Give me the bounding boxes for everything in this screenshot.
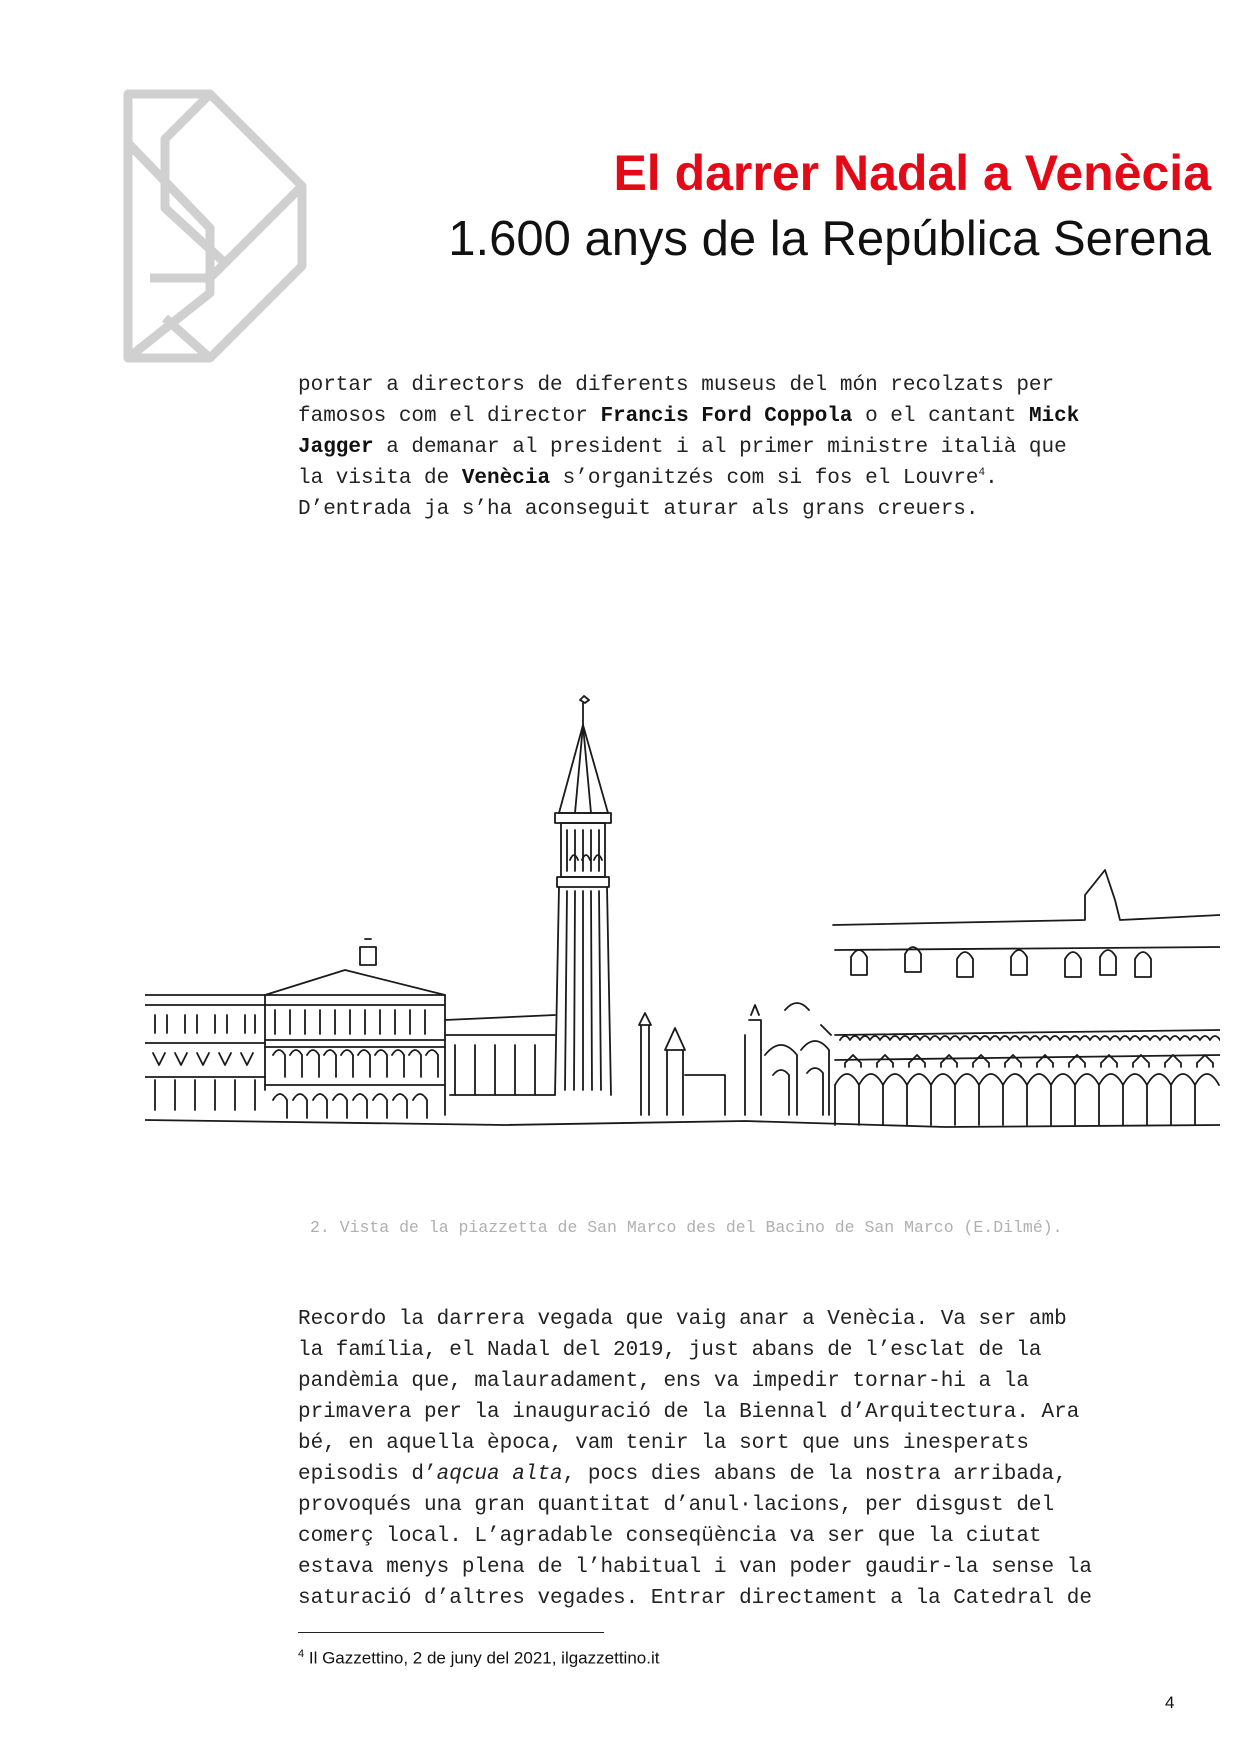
bold-name: Venècia <box>461 467 551 490</box>
basilica-drawing <box>745 1003 831 1115</box>
text-line: portar a directors de diferents museus del món recolzats per <box>298 374 1055 397</box>
text-line: Recordo la darrera vegada que vaig anar a Venècia. Va ser amb <box>298 1308 1067 1331</box>
waterline-drawing <box>145 1120 1220 1127</box>
text-line: pandèmia que, malauradament, ens va impedir tornar-hi a la <box>298 1370 1029 1393</box>
article-subtitle: 1.600 anys de la República Serena <box>448 212 1211 266</box>
footnote <box>298 1648 659 1669</box>
text-line: saturació d’altres vegades. Entrar directament a la Catedral de <box>298 1587 1092 1610</box>
footnote-divider <box>298 1632 604 1633</box>
columns-drawing <box>639 1013 725 1115</box>
text-line: la família, el Nadal del 2019, just abans de l’esclat de la <box>298 1339 1042 1362</box>
text-line: la visita de Venècia s’organitzés com si fos el Louvre$^4$. <box>298 467 998 490</box>
text-line: estava menys plena de l’habitual i van poder gaudir-la sense la <box>298 1556 1092 1579</box>
text-line: episodis d’aqcua alta, pocs dies abans de la nostra arribada, <box>298 1463 1067 1486</box>
footnote-text: Il Gazzettino, 2 de juny del 2021, ilgazzettino.it <box>304 1648 660 1668</box>
paragraph-body <box>298 1304 1178 1614</box>
figure-caption: 2. Vista de la piazzetta de San Marco des del Bacino de San Marco (E.Dilmé). <box>310 1218 1063 1237</box>
text-line: bé, en aquella època, vam tenir la sort que uns inesperats <box>298 1432 1029 1455</box>
article-title: El darrer Nadal a Venècia <box>613 145 1211 201</box>
text-line: Jagger a demanar al president i al primer ministre italià que <box>298 436 1067 459</box>
text-line: provoqués una gran quantitat d’anul·lacions, per disgust del <box>298 1494 1055 1517</box>
text-line: D’entrada ja s’ha aconseguit aturar als grans creuers. <box>298 498 979 521</box>
venice-skyline-sketch <box>145 695 1220 1170</box>
footnote-reference[interactable]: 4 <box>978 467 986 479</box>
bold-name: Francis Ford Coppola <box>600 405 853 428</box>
palazzo-ducale-drawing <box>833 870 1220 1125</box>
text-line: comerç local. L’agradable conseqüència va ser que la ciutat <box>298 1525 1042 1548</box>
publication-logo-icon <box>120 88 320 368</box>
text-line: primavera per la inauguració de la Biennal d’Arquitectura. Ara <box>298 1401 1080 1424</box>
footnote-number: 4 <box>298 1648 305 1660</box>
campanile-drawing <box>555 696 611 1095</box>
bold-name: Jagger <box>298 436 374 459</box>
italic-term: aqcua alta <box>436 1463 563 1486</box>
paragraph-intro <box>298 370 1178 525</box>
biblioteca-drawing <box>145 939 555 1118</box>
page-number: 4 <box>1165 1693 1175 1712</box>
bold-name: Mick <box>1028 405 1080 428</box>
text-line: famosos com el director Francis Ford Coppola o el cantant Mick <box>298 405 1080 428</box>
